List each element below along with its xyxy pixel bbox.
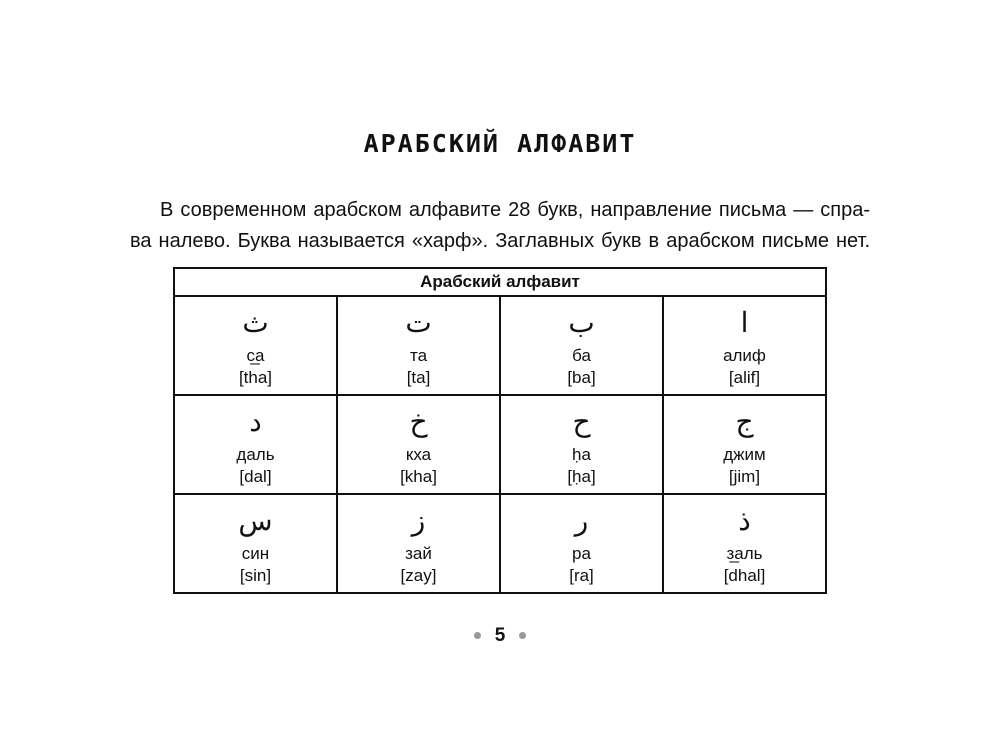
dot-icon [519, 632, 526, 639]
letter-cell [663, 296, 826, 395]
letter-name: даль [236, 445, 275, 464]
table-row [174, 395, 826, 494]
arabic-letter: س [238, 504, 273, 537]
letter-cell [337, 296, 500, 395]
letter-cell [337, 395, 500, 494]
letter-transliteration: [alif] [728, 368, 761, 387]
letter-transliteration: [ḥa] [567, 467, 596, 486]
letter-cell [337, 494, 500, 593]
letter-cell [663, 494, 826, 593]
letter-transliteration: [tha] [238, 368, 273, 387]
letter-name: ḥа [572, 445, 591, 464]
letter-name: алиф [723, 346, 766, 365]
arabic-letter: د [249, 405, 262, 438]
arabic-letter: ز [411, 504, 426, 537]
letter-name: ба [572, 346, 591, 365]
arabic-letter: ت [405, 306, 432, 339]
page-number: 5 [494, 625, 506, 646]
letter-cell [174, 296, 337, 395]
letter-name: с̲а [246, 346, 265, 365]
letter-transliteration: [ra] [569, 566, 594, 585]
letter-transliteration: [kha] [400, 467, 437, 486]
letter-cell [174, 494, 337, 593]
dot-icon [474, 632, 481, 639]
letter-name: та [409, 346, 428, 365]
letter-name: ра [572, 544, 591, 563]
letter-transliteration: [sin] [239, 566, 272, 585]
letter-transliteration: [dal] [239, 467, 272, 486]
intro-paragraph [130, 195, 870, 257]
arabic-letter: ج [735, 405, 754, 438]
letter-cell [663, 395, 826, 494]
arabic-letter: خ [409, 405, 428, 438]
letter-name: син [241, 544, 270, 563]
paragraph-line: В современном арабском алфавите 28 букв, направление письма — спра- [160, 199, 870, 221]
page-title: АРАБСКИЙ АЛФАВИТ [363, 129, 637, 158]
letter-cell [500, 296, 663, 395]
table-row [174, 296, 826, 395]
letter-transliteration: [ba] [567, 368, 596, 387]
letter-transliteration: [zay] [400, 566, 437, 585]
letter-transliteration: [jim] [728, 467, 761, 486]
letter-cell [174, 395, 337, 494]
arabic-letter: ح [572, 405, 591, 438]
page-number-footer [0, 625, 1000, 647]
letter-cell [500, 494, 663, 593]
letter-name: з̲аль [726, 544, 763, 563]
table-header: Арабский алфавит [174, 268, 826, 296]
arabic-letter: ب [568, 306, 595, 339]
arabic-letter: ا [740, 306, 749, 339]
arabic-letter: ذ [738, 504, 751, 537]
letter-name: зай [405, 544, 432, 563]
table-row [174, 494, 826, 593]
arabic-letter: ث [242, 306, 269, 339]
letter-transliteration: [dhal] [723, 566, 766, 585]
letter-name: джим [723, 445, 766, 464]
letter-transliteration: [ta] [406, 368, 431, 387]
arabic-letter: ر [574, 504, 589, 537]
letter-name: кха [405, 445, 432, 464]
letter-cell [500, 395, 663, 494]
paragraph-line: ва налево. Буква называется «харф». Заглавных букв в арабском письме нет. [130, 230, 870, 252]
alphabet-table [173, 267, 827, 594]
